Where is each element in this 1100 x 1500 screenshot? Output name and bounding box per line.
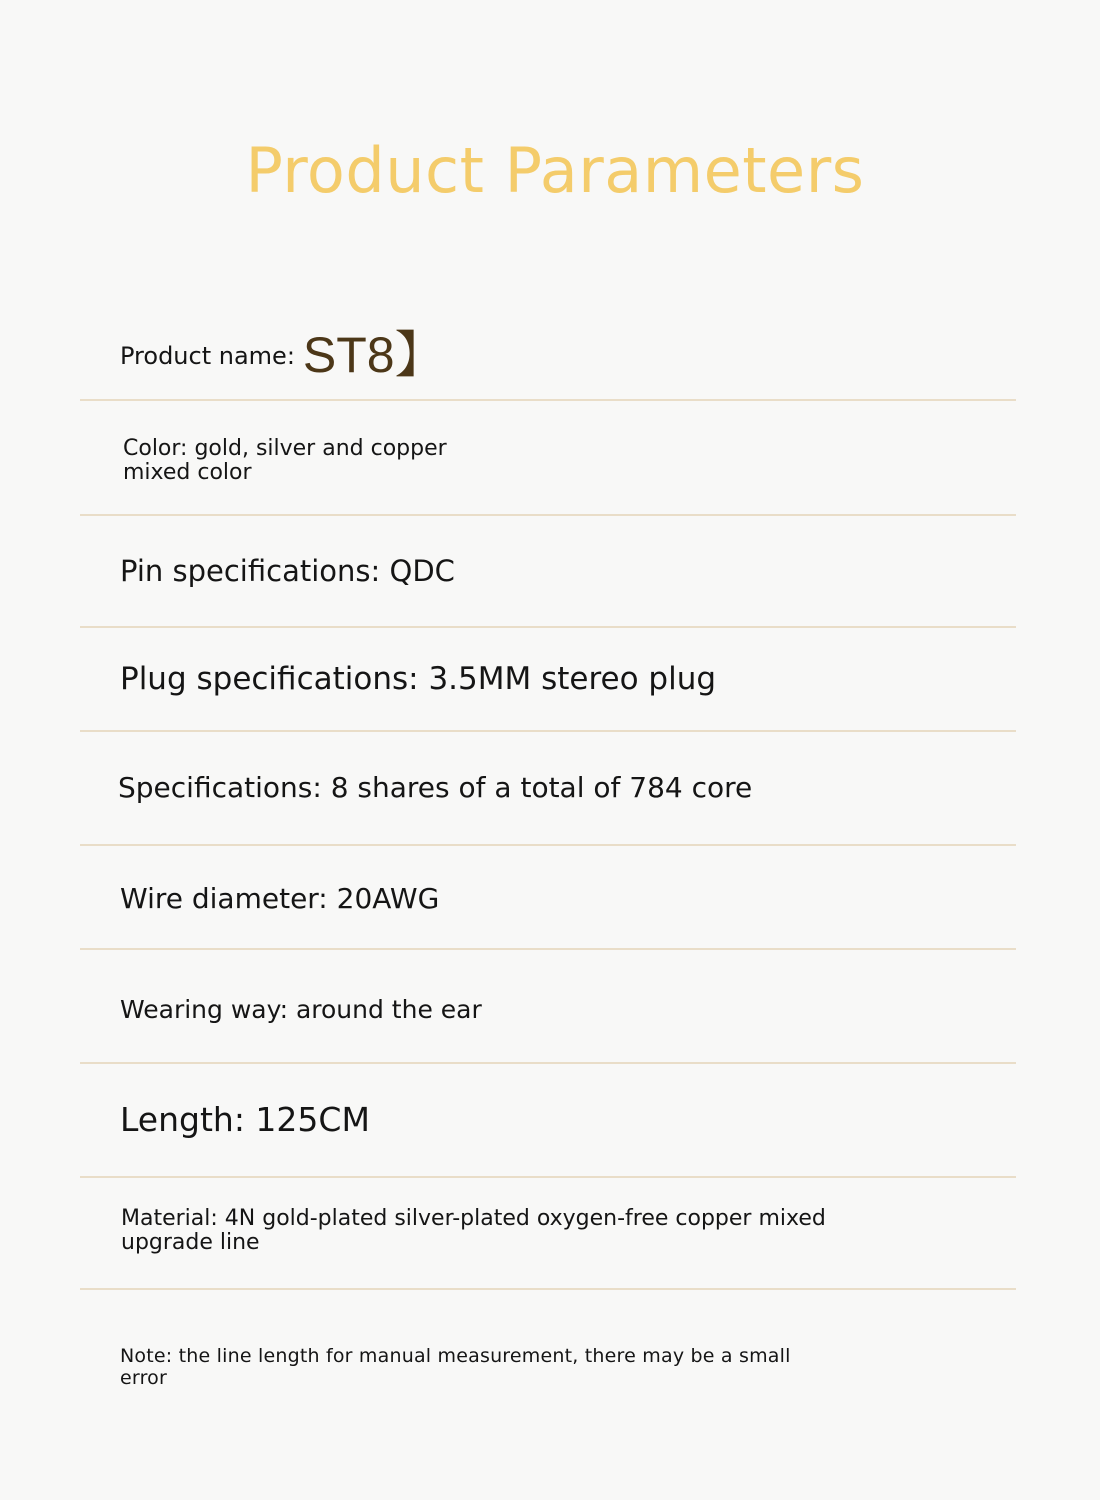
divider [80,1176,1016,1178]
color-spec-line2: mixed color [123,460,252,485]
divider [80,948,1016,950]
divider [80,730,1016,732]
plug-spec: Plug specifications: 3.5MM stereo plug [120,661,717,697]
product-name-value: ST8】 [302,327,445,383]
product-name-label: Product name: [120,342,295,370]
divider [80,844,1016,846]
color-spec [123,437,447,485]
material-spec [121,1207,826,1255]
length-spec: Length: 125CM [120,1100,370,1139]
color-spec-line1: Color: gold, silver and copper [123,436,447,461]
material-spec-line2: upgrade line [121,1230,260,1255]
pin-spec: Pin specifications: QDC [120,554,455,588]
wire-diameter-spec: Wire diameter: 20AWG [120,882,440,915]
divider [80,1062,1016,1064]
divider [80,399,1016,401]
material-spec-line1: Material: 4N gold-plated silver-plated oxygen-free copper mixed [121,1206,826,1231]
product-name-row [120,324,445,386]
measurement-note-line1: Note: the line length for manual measurement, there may be a small [120,1345,791,1367]
core-spec: Specifications: 8 shares of a total of 784 core [118,771,753,804]
measurement-note [120,1345,791,1389]
divider [80,514,1016,516]
wearing-way-spec: Wearing way: around the ear [120,995,482,1024]
divider [80,626,1016,628]
divider [80,1288,1016,1290]
page-title: Product Parameters [245,134,865,207]
measurement-note-line2: error [120,1367,167,1389]
